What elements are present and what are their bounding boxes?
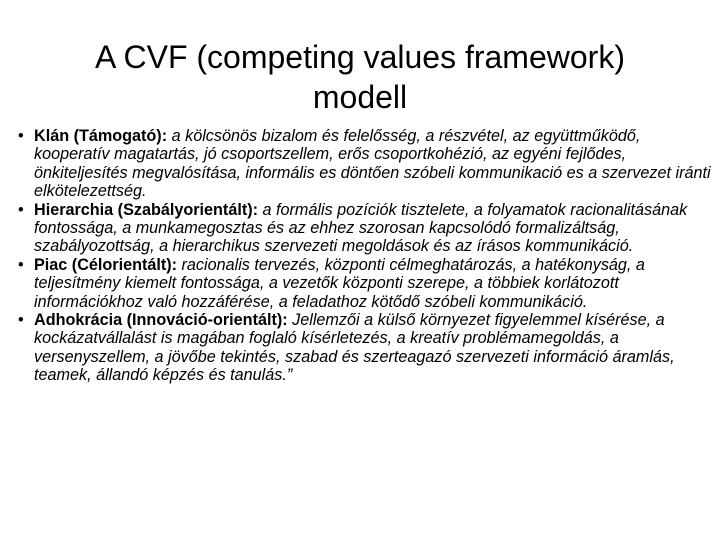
bullet-item-adhokracia bbox=[12, 311, 712, 385]
bullet-dot: • bbox=[18, 127, 24, 145]
bullet-item-piac bbox=[12, 256, 712, 311]
bullet-description: racionalis tervezés, központi célmeghatározás, a hatékonyság, a teljesítmény kiemelt fontossága, a vezetők központi szerepe, a többiek korlátozott információkhoz való hozzáférése, a feladathoz kötődő szóbeli kommunikáció. bbox=[34, 255, 645, 311]
bullet-term: Klán (Támogató): bbox=[34, 127, 172, 145]
bullet-dot: • bbox=[18, 200, 24, 219]
bullet-description: a kölcsönös bizalom és felelősség, a részvétel, az együttműködő, kooperatív magatartás, jó csoportszellem, erős csoportkohézió, az egyéni fejlődes, önkiteljesítés megvalósítása, informális es döntően szóbeli kommunikació es a szervezet iránti elkötelezettség. bbox=[34, 127, 711, 201]
slide-title-line-1: A CVF (competing values framework) bbox=[95, 39, 625, 76]
bullet-term: Piac (Célorientált): bbox=[34, 255, 182, 274]
bullet-item-klan bbox=[12, 127, 712, 201]
slide-title-line-2: modell bbox=[312, 79, 408, 116]
bullet-dot: • bbox=[18, 311, 24, 330]
bullet-description: a formális pozíciók tisztelete, a folyamatok racionalitásának fontossága, a munkamegosztas és az ehhez szorosan kapcsolódó formalizáltság, szabályozottság, a hierarchikus szervezeti megoldások és az írásos kommunikáció. bbox=[34, 200, 688, 256]
bullet-term: Hierarchia (Szabályorientált): bbox=[34, 200, 263, 219]
slide-title bbox=[40, 37, 680, 117]
bullet-term: Adhokrácia (Innováció-orientált): bbox=[34, 311, 293, 330]
bullet-description: Jellemzői a külső környezet figyelemmel kísérése, a kockázatvállalást is magában foglaló kísérletezés, a kreatív problémamegoldás, a versenyszellem, a jövőbe tekintés, szabad és szerteagazó szervezeti információ áramlás, teamek, állandó képzés és tanulás.” bbox=[34, 311, 675, 385]
bullet-item-hierarchia bbox=[12, 201, 712, 256]
bullet-list bbox=[12, 127, 712, 385]
bullet-dot: • bbox=[18, 255, 24, 274]
